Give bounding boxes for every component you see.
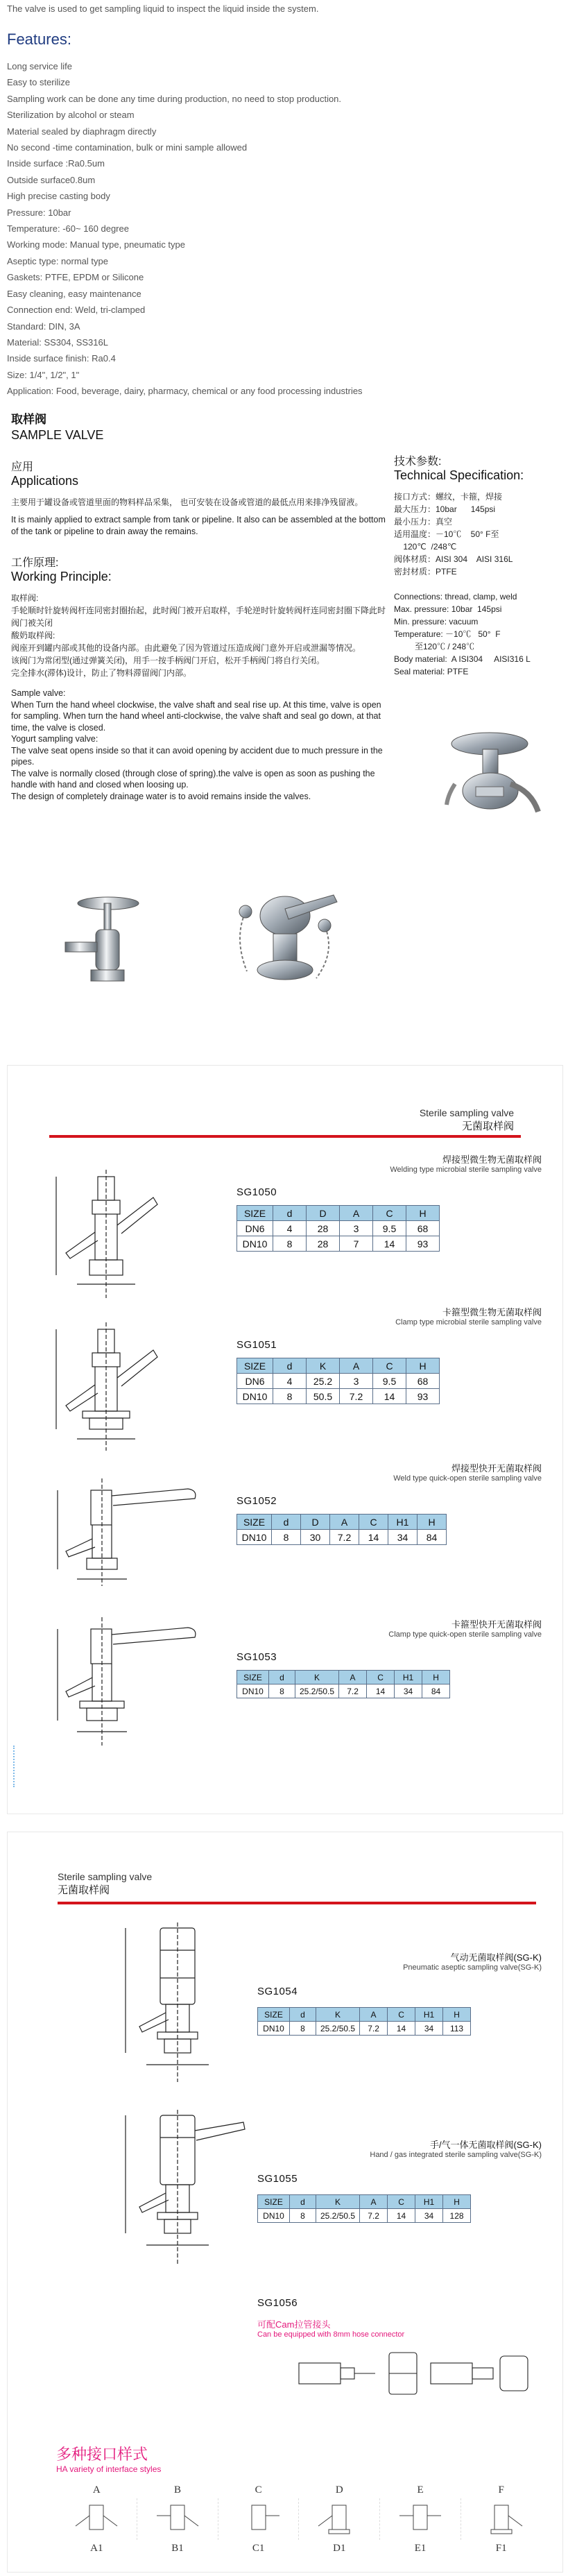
column-header: SIZE: [258, 2195, 290, 2209]
principle-cn-block: [11, 592, 386, 679]
table-header-row: [237, 1671, 450, 1684]
port-drawing: [299, 2498, 380, 2540]
applications-text-en: It is mainly applied to extract sample from tank or pipeline. It also can be assembled at the bottom of the tank or pipeline to drain away the remains.: [11, 515, 386, 536]
tech-heading-en: Technical Specification:: [394, 468, 524, 482]
sg1050-drawing: [49, 1170, 174, 1302]
tech-line-cn: 最小压力：真空: [394, 517, 453, 527]
port-label: D1: [333, 2543, 346, 2554]
tech-cn-block: [394, 491, 560, 578]
column-header: H: [418, 1515, 447, 1530]
column-header: SIZE: [258, 2008, 290, 2022]
list-item: High precise casting body: [7, 191, 110, 202]
table-cell: 9.5: [373, 1221, 406, 1236]
table-cell: 34: [395, 1684, 422, 1698]
sg1055-drawing: [112, 2110, 250, 2269]
principle-en-block: [11, 688, 386, 802]
column-header: D: [301, 1515, 330, 1530]
column-header: A: [360, 2195, 388, 2209]
column-header: C: [388, 2008, 415, 2022]
table-cell: 14: [367, 1684, 395, 1698]
table-cell: 3: [340, 1221, 373, 1236]
port-drawing: [137, 2498, 218, 2540]
valve-photo-handwheel: [434, 715, 559, 819]
principle-heading-en: Working Principle:: [11, 570, 112, 583]
column-header: C: [359, 1515, 388, 1530]
table-row: [237, 1236, 440, 1252]
column-header: d: [273, 1358, 307, 1374]
list-item: Material sealed by diaphragm directly: [7, 126, 157, 137]
table-cell: 8: [273, 1236, 307, 1252]
list-item: Sterilization by alcohol or steam: [7, 110, 135, 121]
product-sg1054: [257, 1950, 542, 2036]
product-sg1052: [236, 1461, 542, 1545]
list-item: Application: Food, beverage, dairy, pharmacy, chemical or any food processing industries: [7, 386, 363, 397]
sg1056-note-cn: 可配Cam拉管接头: [257, 2319, 331, 2330]
intro-lead: The valve is used to get sampling liquid to inspect the liquid inside the system.: [7, 3, 319, 14]
table-cell: 84: [418, 1530, 447, 1545]
right-column: [394, 452, 560, 678]
column-header: K: [316, 2195, 360, 2209]
principle-line-en: The valve is normally closed (through close of spring).the valve is open as soon as pushing the handle with hand and closed when loosing up.: [11, 768, 375, 790]
sample-valve-title-cn: 取样阀: [11, 413, 46, 426]
principle-line-cn: 取样阀:: [11, 593, 39, 603]
product-model: SG1050: [236, 1186, 277, 1198]
column-header: A: [330, 1515, 359, 1530]
port-label: D: [335, 2484, 343, 2496]
port-label: A: [92, 2484, 101, 2496]
table-cell: 34: [415, 2022, 443, 2036]
column-header: H: [406, 1358, 440, 1374]
principle-line-cn: 手轮顺时针旋转阀杆连同密封圈抬起，此时阀门被开启取样，手轮逆时针旋转阀杆连同密封圈下降此时阀门被关闭: [11, 606, 386, 628]
valve-photo-chain: [219, 881, 358, 999]
catalog-page-2: [7, 1832, 563, 2573]
principle-line-cn: 该阀门为常闭型(通过弹簧关闭)，用手一按手柄阀门开启，松开手柄阀门将自行关闭。: [11, 656, 325, 665]
table-cell: 3: [340, 1374, 373, 1389]
sample-valve-title-en: SAMPLE VALVE: [11, 428, 104, 442]
table-cell: 7.2: [339, 1684, 367, 1698]
column-header: d: [290, 2195, 316, 2209]
product-caption-en: Clamp type microbial sterile sampling valve: [395, 1318, 542, 1327]
port-label: F: [498, 2484, 504, 2496]
product-caption-cn: 卡箍型微生物无菌取样阀: [442, 1307, 542, 1317]
column-header: K: [307, 1358, 340, 1374]
tech-line-en: Min. pressure: vacuum: [394, 617, 479, 626]
column-header: H1: [415, 2195, 443, 2209]
product-sg1056: [257, 2297, 404, 2339]
tech-line-cn: 接口方式：螺纹，卡箍，焊接: [394, 492, 503, 502]
column-header: C: [388, 2195, 415, 2209]
list-item: Standard: DIN, 3A: [7, 321, 80, 332]
table-cell: 14: [359, 1530, 388, 1545]
column-header: SIZE: [237, 1515, 272, 1530]
table-cell: 14: [388, 2209, 415, 2223]
page1-header: [420, 1107, 514, 1133]
product-caption-en: Clamp type quick-open sterile sampling valve: [388, 1630, 542, 1639]
tech-line-en: Temperature: －10℃ 50° F: [394, 629, 501, 639]
product-model: SG1054: [257, 1986, 298, 1997]
page1-header-en: Sterile sampling valve: [419, 1107, 514, 1118]
column-header: A: [340, 1206, 373, 1221]
port-label: E: [417, 2484, 424, 2496]
column-header: d: [272, 1515, 301, 1530]
intro-section: [7, 3, 562, 400]
table-cell: 28: [307, 1236, 340, 1252]
port-label: F1: [495, 2543, 507, 2554]
principle-line-en: When Turn the hand wheel clockwise, the valve shaft and seal rise up. At this time, valve is open for sampling. When turn the hand wheel anti-clockwise, the valve shaft and seal go down, at that time, the valve is closed.: [11, 699, 381, 733]
column-header: SIZE: [237, 1671, 269, 1684]
sg1056-drawings: [292, 2339, 542, 2415]
product-caption-cn: 焊接型微生物无菌取样阀: [442, 1154, 542, 1165]
tech-line-en: 至120℃ / 248℃: [394, 642, 475, 651]
principle-line-cn: 阀座开到罐内部或其他的设备内部。由此避免了因为管道过压造成阀门意外开启或泄漏等情况。: [11, 643, 361, 653]
features-title: Features:: [7, 31, 71, 48]
spec-table-sg1052: [236, 1514, 447, 1545]
principle-line-cn: 完全排水(滞体)设计，防止了物料滞留阀门内部。: [11, 668, 191, 678]
catalog-page-1: [7, 1065, 563, 1814]
tech-line-en: Seal material: PTFE: [394, 667, 469, 676]
column-header: H: [422, 1671, 450, 1684]
table-cell: DN10: [237, 1684, 269, 1698]
sg1052-drawing: [49, 1475, 209, 1593]
product-sg1053: [236, 1617, 542, 1698]
column-header: A: [339, 1671, 367, 1684]
port-drawing: [218, 2498, 300, 2540]
table-header-row: [237, 1206, 440, 1221]
column-header: SIZE: [237, 1358, 273, 1374]
table-row: [258, 2022, 471, 2036]
principle-line-cn: 酸奶取样阀:: [11, 631, 55, 640]
left-column: [11, 458, 386, 802]
page2-red-divider: [58, 1902, 536, 1904]
table-row: [237, 1389, 440, 1404]
spec-table-sg1051: [236, 1358, 440, 1404]
table-cell: DN10: [258, 2209, 290, 2223]
principle-line-en: The valve seat opens inside so that it can avoid opening by accident due to much pressure in the pipes.: [11, 745, 383, 767]
sg1054-drawing: [112, 1922, 250, 2089]
table-cell: 68: [406, 1221, 440, 1236]
applications-text-cn: 主要用于罐设备或管道里面的物料样品采集， 也可安装在设备或管道的最低点用来排净残留液。: [11, 497, 363, 507]
product-model: SG1055: [257, 2173, 298, 2185]
product-model: SG1056: [257, 2297, 298, 2309]
table-row: [237, 1374, 440, 1389]
list-item: Outside surface0.8um: [7, 174, 96, 185]
column-header: C: [373, 1206, 406, 1221]
product-model: SG1052: [236, 1495, 277, 1507]
tech-en-block: [394, 590, 560, 678]
features-list: [7, 58, 562, 400]
list-item: Working mode: Manual type, pneumatic type: [7, 239, 186, 250]
column-header: A: [360, 2008, 388, 2022]
table-cell: 25.2/50.5: [295, 1684, 339, 1698]
table-cell: 34: [388, 1530, 418, 1545]
table-cell: 9.5: [373, 1374, 406, 1389]
list-item: Gaskets: PTFE, EPDM or Silicone: [7, 272, 144, 283]
port-label: B1: [171, 2543, 184, 2554]
sg1053-drawing: [49, 1614, 209, 1752]
table-cell: 8: [273, 1389, 307, 1404]
table-cell: DN10: [237, 1236, 273, 1252]
tech-line-en: Body material: A ISI304 AISI316 L: [394, 654, 531, 664]
column-header: H1: [415, 2008, 443, 2022]
principle-heading-cn: 工作原理:: [11, 557, 59, 569]
table-cell: 93: [406, 1389, 440, 1404]
list-item: Long service life: [7, 61, 72, 71]
table-header-row: [258, 2195, 471, 2209]
list-item: Sampling work can be done any time during production, no need to stop production.: [7, 93, 342, 104]
port-drawing: [461, 2498, 542, 2540]
page1-header-cn: 无菌取样阀: [461, 1120, 514, 1132]
principle-line-en: Sample valve:: [11, 688, 66, 698]
applications-heading-cn: 应用: [11, 461, 34, 473]
table-cell: 14: [373, 1389, 406, 1404]
list-item: Easy to sterilize: [7, 77, 71, 88]
table-header-row: [237, 1515, 447, 1530]
port-label: C: [255, 2484, 262, 2496]
column-header: d: [290, 2008, 316, 2022]
table-cell: 7.2: [330, 1530, 359, 1545]
column-header: C: [367, 1671, 395, 1684]
ports-letters-row-1: [56, 2484, 542, 2496]
column-header: H1: [395, 1671, 422, 1684]
table-cell: 8: [290, 2022, 316, 2036]
list-item: Easy cleaning, easy maintenance: [7, 288, 141, 299]
product-caption-cn: 焊接型快开无菌取样阀: [451, 1463, 542, 1474]
product-caption-en: Welding type microbial sterile sampling valve: [390, 1166, 542, 1174]
column-header: SIZE: [237, 1206, 273, 1221]
list-item: Inside surface finish: Ra0.4: [7, 353, 116, 364]
page2-header-en: Sterile sampling valve: [58, 1871, 153, 1882]
tech-line-cn: 适用温度：－10℃ 50° F至: [394, 529, 499, 539]
tech-heading-cn: 技术参数:: [394, 456, 442, 468]
column-header: d: [269, 1671, 295, 1684]
column-header: H1: [388, 1515, 418, 1530]
table-header-row: [237, 1358, 440, 1374]
table-header-row: [258, 2008, 471, 2022]
list-item: Size: 1/4", 1/2", 1": [7, 369, 80, 380]
tech-line-cn: 密封材质：PTFE: [394, 567, 457, 577]
table-row: [258, 2209, 471, 2223]
column-header: H: [443, 2195, 471, 2209]
table-cell: DN6: [237, 1374, 273, 1389]
list-item: Inside surface :Ra0.5um: [7, 158, 105, 169]
product-caption-en: Weld type quick-open sterile sampling valve: [393, 1474, 542, 1483]
table-cell: 25.2/50.5: [316, 2022, 360, 2036]
port-label: B: [174, 2484, 182, 2496]
sample-valve-section: [11, 409, 559, 1020]
table-row: [237, 1221, 440, 1236]
principle-line-en: The design of completely drainage water is to avoid remains inside the valves.: [11, 791, 311, 801]
tech-line-cn: 阀体材质：AISI 304 AISI 316L: [394, 554, 513, 564]
table-cell: DN6: [237, 1221, 273, 1236]
principle-line-en: Yogurt sampling valve:: [11, 734, 98, 744]
product-model: SG1053: [236, 1651, 277, 1663]
column-header: K: [295, 1671, 339, 1684]
table-cell: 14: [388, 2022, 415, 2036]
product-caption-cn: 卡箍型快开无菌取样阀: [451, 1619, 542, 1630]
port-label: E1: [414, 2543, 427, 2554]
column-header: d: [273, 1206, 307, 1221]
spec-table-sg1050: [236, 1205, 440, 1252]
table-cell: 68: [406, 1374, 440, 1389]
tech-line-cn: 120℃ /248℃: [394, 542, 457, 552]
list-item: Pressure: 10bar: [7, 207, 71, 218]
product-sg1050: [236, 1152, 542, 1252]
table-row: [237, 1530, 447, 1545]
column-header: H: [443, 2008, 471, 2022]
table-cell: 34: [415, 2209, 443, 2223]
table-cell: 30: [301, 1530, 330, 1545]
table-cell: 14: [373, 1236, 406, 1252]
table-cell: 84: [422, 1684, 450, 1698]
table-cell: 25.2/50.5: [316, 2209, 360, 2223]
column-header: H: [406, 1206, 440, 1221]
table-cell: DN10: [258, 2022, 290, 2036]
page2-header-cn: 无菌取样阀: [58, 1884, 110, 1896]
port-label: C1: [252, 2543, 265, 2554]
table-cell: 50.5: [307, 1389, 340, 1404]
tech-line-cn: 最大压力：10bar 145psi: [394, 504, 496, 514]
sg1051-drawing: [49, 1322, 174, 1454]
ports-title-cn: 多种接口样式: [56, 2446, 148, 2463]
column-header: D: [307, 1206, 340, 1221]
list-item: Connection end: Weld, tri-clamped: [7, 305, 146, 316]
table-cell: 7.2: [360, 2209, 388, 2223]
tech-line-en: Max. pressure: 10bar 145psi: [394, 604, 502, 614]
table-cell: 8: [272, 1530, 301, 1545]
port-label: A1: [90, 2543, 103, 2554]
product-sg1051: [236, 1305, 542, 1404]
product-sg1055: [257, 2138, 542, 2223]
valve-photo-yogurt: [53, 888, 171, 992]
table-cell: 4: [273, 1374, 307, 1389]
column-header: K: [316, 2008, 360, 2022]
table-row: [237, 1684, 450, 1698]
table-cell: 113: [443, 2022, 471, 2036]
table-cell: 7: [340, 1236, 373, 1252]
sg1056-note-en: Can be equipped with 8mm hose connector: [257, 2330, 405, 2339]
list-item: No second -time contamination, bulk or mini sample allowed: [7, 142, 248, 153]
spec-table-sg1053: [236, 1670, 450, 1698]
ports-letters-row-2: [56, 2543, 542, 2554]
table-cell: 7.2: [340, 1389, 373, 1404]
applications-heading-en: Applications: [11, 474, 79, 488]
spec-table-sg1054: [257, 2007, 471, 2036]
list-item: Material: SS304, SS316L: [7, 336, 108, 348]
table-cell: 7.2: [360, 2022, 388, 2036]
product-caption-cn: 手/气一体无菌取样阀(SG-K): [429, 2140, 542, 2150]
product-caption-cn: 气动无菌取样阀(SG-K): [450, 1952, 542, 1963]
table-cell: 93: [406, 1236, 440, 1252]
ports-title: [56, 2443, 161, 2474]
table-cell: 8: [290, 2209, 316, 2223]
table-cell: DN10: [237, 1389, 273, 1404]
spec-table-sg1055: [257, 2194, 471, 2223]
table-cell: 28: [307, 1221, 340, 1236]
ports-drawings-row-1: [56, 2498, 542, 2540]
table-cell: DN10: [237, 1530, 272, 1545]
table-cell: 25.2: [307, 1374, 340, 1389]
table-cell: 128: [443, 2209, 471, 2223]
page1-red-divider: [49, 1135, 521, 1138]
page2-header: [58, 1871, 152, 1897]
column-header: A: [340, 1358, 373, 1374]
port-drawing: [380, 2498, 461, 2540]
list-item: Temperature: -60~ 160 degree: [7, 223, 129, 234]
list-item: Aseptic type: normal type: [7, 255, 108, 266]
product-caption-en: Pneumatic aseptic sampling valve(SG-K): [403, 1963, 542, 1972]
port-drawing: [56, 2498, 137, 2540]
product-caption-en: Hand / gas integrated sterile sampling valve(SG-K): [370, 2151, 542, 2159]
table-cell: 8: [269, 1684, 295, 1698]
table-cell: 4: [273, 1221, 307, 1236]
tech-line-en: Connections: thread, clamp, weld: [394, 592, 517, 602]
column-header: C: [373, 1358, 406, 1374]
ports-title-en: HA variety of interface styles: [56, 2464, 162, 2474]
product-model: SG1051: [236, 1339, 277, 1351]
page1-margin-mark: [13, 1746, 19, 1787]
